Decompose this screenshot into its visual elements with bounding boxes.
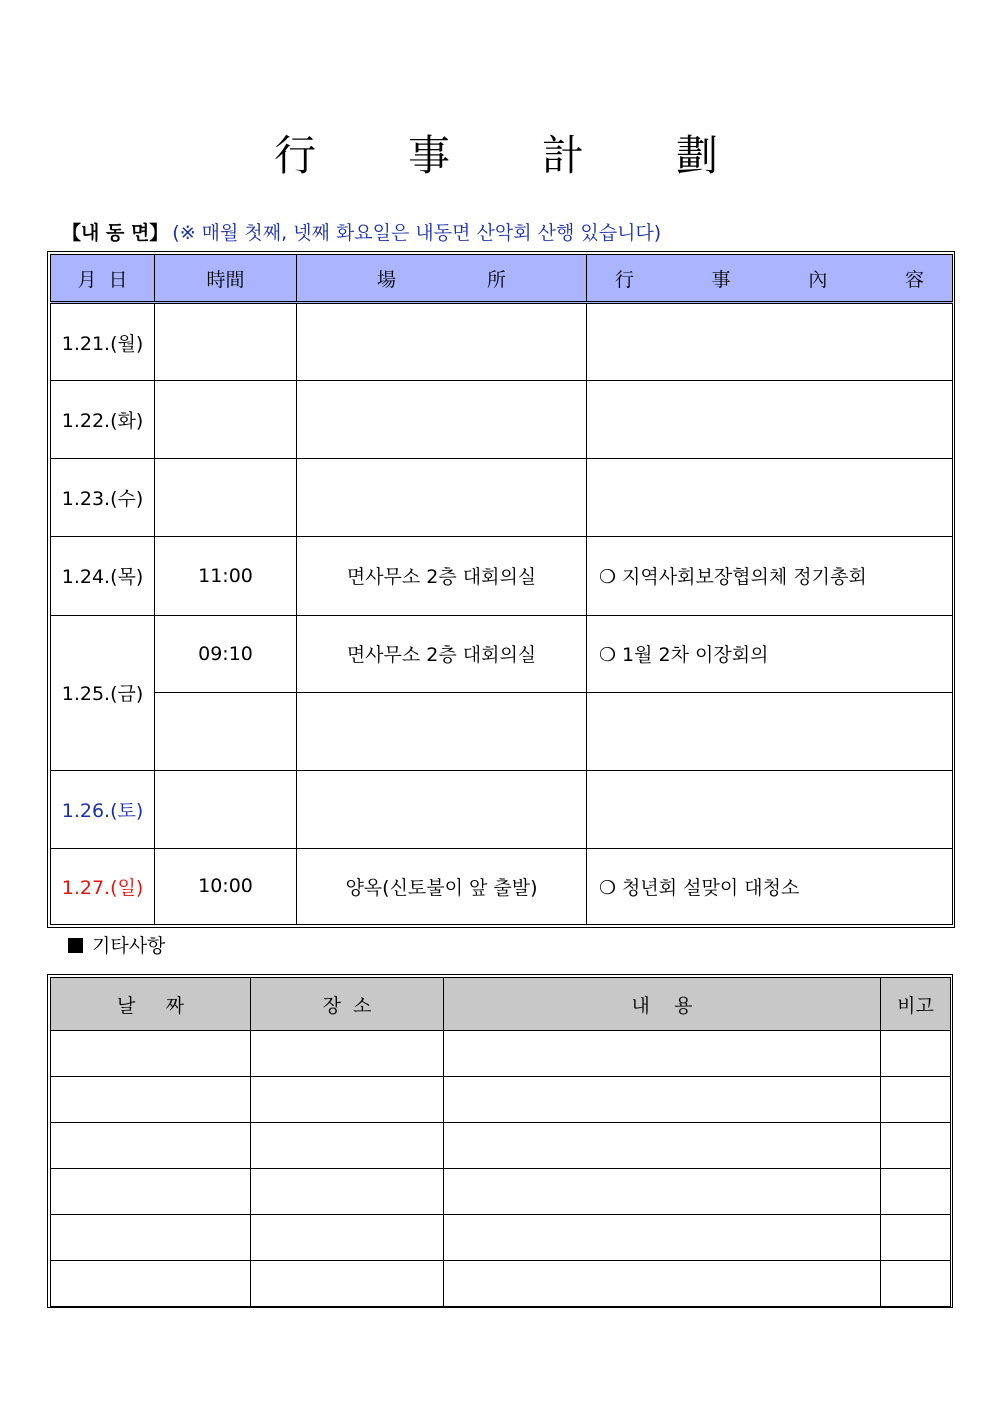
misc-table xyxy=(50,977,951,1307)
row-date: 1.26.(토) xyxy=(51,770,155,848)
title-char: 事 xyxy=(407,131,450,180)
row-date: 1.23.(수) xyxy=(51,459,155,537)
row-time xyxy=(155,692,297,770)
row-content xyxy=(587,615,953,692)
row-place xyxy=(297,459,587,537)
title-char: 計 xyxy=(542,131,585,180)
row-time xyxy=(155,459,297,537)
row-date: 1.27.(일) xyxy=(51,848,155,924)
circle-bullet-icon: ❍ xyxy=(599,644,617,667)
schedule-table xyxy=(50,254,953,925)
title-char: 劃 xyxy=(676,131,719,180)
row-date: 1.21.(월) xyxy=(51,303,155,381)
misc-section-title: 기타사항 xyxy=(68,932,165,960)
row-date: 1.22.(화) xyxy=(51,381,155,459)
header-content: 내 용 xyxy=(444,978,881,1031)
header-place: 장 소 xyxy=(251,978,444,1031)
table-row xyxy=(51,1031,951,1077)
row-place: 면사무소 2층 대회의실 xyxy=(297,615,587,692)
header-place: 場 所 xyxy=(297,255,587,303)
header-date: 月 日 xyxy=(51,255,155,303)
misc-table-frame xyxy=(47,974,953,1308)
row-content xyxy=(587,459,953,537)
row-time: 10:00 xyxy=(155,848,297,924)
header-content: 行 事 內 容 xyxy=(587,255,953,303)
row-content xyxy=(587,692,953,770)
table-row xyxy=(51,615,953,692)
table-row xyxy=(51,537,953,615)
row-place: 면사무소 2층 대회의실 xyxy=(297,537,587,615)
page-title xyxy=(0,126,992,186)
table-row xyxy=(51,692,953,770)
subtitle xyxy=(62,220,661,246)
row-place: 양옥(신토불이 앞 출발) xyxy=(297,848,587,924)
table-row xyxy=(51,459,953,537)
table-row xyxy=(51,1077,951,1123)
header-note: 비고 xyxy=(881,978,951,1031)
row-content-text: 지역사회보장협의체 정기총회 xyxy=(622,566,867,589)
square-bullet-icon xyxy=(68,938,83,953)
department-label: 【내 동 면】 xyxy=(62,222,169,244)
table-row xyxy=(51,1169,951,1215)
row-time xyxy=(155,381,297,459)
schedule-table-frame xyxy=(47,251,955,928)
subtitle-note: (※ 매월 첫째, 넷째 화요일은 내동면 산악회 산행 있습니다) xyxy=(172,222,662,244)
table-row xyxy=(51,1215,951,1261)
row-content xyxy=(587,537,953,615)
row-date: 1.25.(금) xyxy=(51,615,155,770)
row-content xyxy=(587,303,953,381)
header-time: 時間 xyxy=(155,255,297,303)
row-content xyxy=(587,381,953,459)
row-time: 11:00 xyxy=(155,537,297,615)
schedule-header-row xyxy=(51,255,953,303)
row-place xyxy=(297,381,587,459)
circle-bullet-icon: ❍ xyxy=(599,876,617,899)
row-place xyxy=(297,692,587,770)
row-date: 1.24.(목) xyxy=(51,537,155,615)
table-row xyxy=(51,848,953,924)
header-date: 날 짜 xyxy=(51,978,251,1031)
row-content-text: 청년회 설맞이 대청소 xyxy=(622,876,800,899)
row-time xyxy=(155,303,297,381)
table-row xyxy=(51,1261,951,1307)
row-time: 09:10 xyxy=(155,615,297,692)
row-place xyxy=(297,770,587,848)
row-content-text: 1월 2차 이장회의 xyxy=(622,644,769,667)
table-row xyxy=(51,303,953,381)
table-row xyxy=(51,1123,951,1169)
row-content xyxy=(587,770,953,848)
table-row xyxy=(51,770,953,848)
table-row xyxy=(51,381,953,459)
row-place xyxy=(297,303,587,381)
row-time xyxy=(155,770,297,848)
title-char: 行 xyxy=(273,131,316,180)
row-content xyxy=(587,848,953,924)
misc-header-row xyxy=(51,978,951,1031)
circle-bullet-icon: ❍ xyxy=(599,566,617,589)
